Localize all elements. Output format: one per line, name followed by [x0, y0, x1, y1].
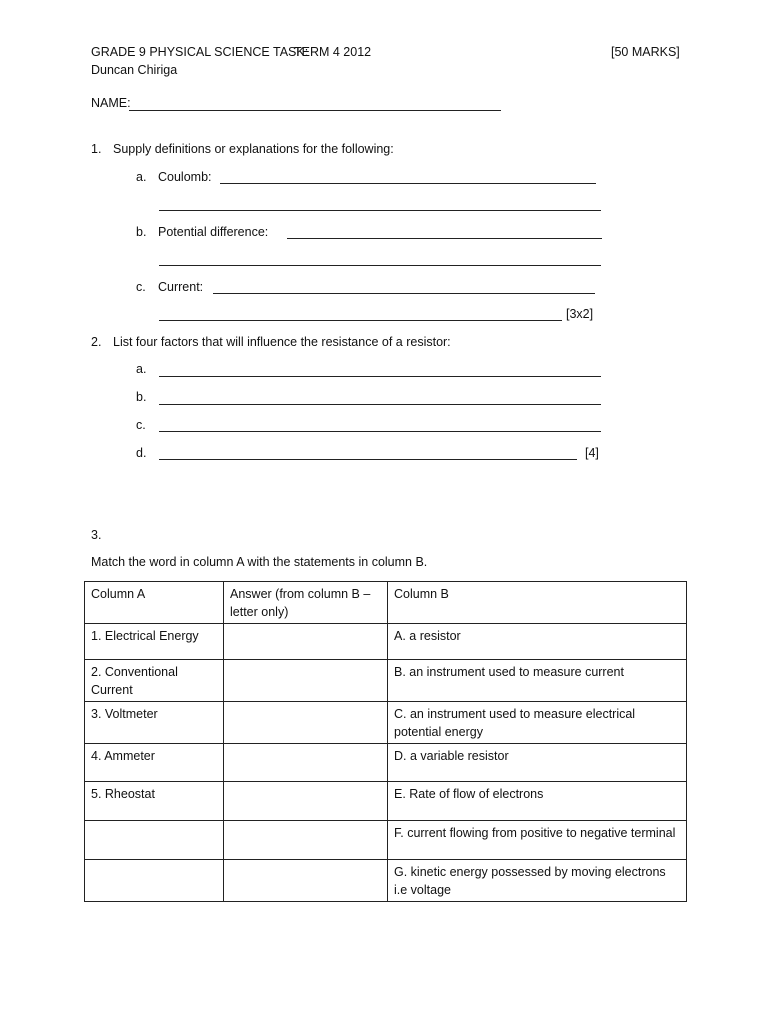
q2-letter-d: d.	[136, 446, 147, 460]
column-a-cell: 2. Conventional Current	[85, 660, 224, 702]
q2-letter-a: a.	[136, 362, 147, 376]
column-a-cell: 1. Electrical Energy	[85, 624, 224, 660]
q1-letter-c: c.	[136, 280, 146, 294]
q1b-answer-line-2[interactable]	[159, 265, 601, 266]
table-row	[85, 744, 687, 782]
answer-cell[interactable]	[224, 702, 388, 744]
q1-label-current: Current:	[158, 280, 204, 294]
q1c-answer-line-1[interactable]	[213, 293, 595, 294]
q1b-answer-line-1[interactable]	[287, 238, 602, 239]
q1c-answer-line-2[interactable]	[159, 320, 562, 321]
task-title: GRADE 9 PHYSICAL SCIENCE TASK:	[91, 45, 309, 59]
q1-letter-b: b.	[136, 225, 147, 239]
column-a-cell	[85, 821, 224, 860]
q1-label-potential-difference: Potential difference:	[158, 225, 269, 239]
q1a-answer-line-1[interactable]	[220, 183, 596, 184]
q1-number: 1.	[91, 142, 102, 156]
column-a-cell: 5. Rheostat	[85, 782, 224, 821]
column-b-cell: F. current flowing from positive to negative terminal	[388, 821, 687, 860]
matching-table	[84, 581, 687, 902]
header-answer: Answer (from column B – letter only)	[224, 582, 388, 624]
answer-cell[interactable]	[224, 624, 388, 660]
name-label: NAME:	[91, 96, 131, 110]
table-row	[85, 660, 687, 702]
q1-marks: [3x2]	[566, 307, 594, 321]
q3-number: 3.	[91, 528, 102, 542]
answer-cell[interactable]	[224, 660, 388, 702]
table-row	[85, 782, 687, 821]
term-label: TERM 4 2012	[294, 45, 372, 59]
column-b-cell: B. an instrument used to measure current	[388, 660, 687, 702]
q2c-answer-line[interactable]	[159, 431, 601, 432]
table-row	[85, 821, 687, 860]
column-b-cell: G. kinetic energy possessed by moving electrons i.e voltage	[388, 860, 687, 902]
q2-letter-c: c.	[136, 418, 146, 432]
q2-number: 2.	[91, 335, 102, 349]
column-b-cell: A. a resistor	[388, 624, 687, 660]
q2-marks: [4]	[585, 446, 599, 460]
table-row	[85, 624, 687, 660]
q2-prompt: List four factors that will influence the resistance of a resistor:	[113, 335, 451, 349]
q2b-answer-line[interactable]	[159, 404, 601, 405]
header-column-a: Column A	[85, 582, 224, 624]
header-column-b: Column B	[388, 582, 687, 624]
q3-prompt: Match the word in column A with the statements in column B.	[91, 555, 428, 569]
total-marks: [50 MARKS]	[611, 45, 680, 59]
column-a-cell: 3. Voltmeter	[85, 702, 224, 744]
q2d-answer-line[interactable]	[159, 459, 577, 460]
q2a-answer-line[interactable]	[159, 376, 601, 377]
table-header-row	[85, 582, 687, 624]
column-b-cell: D. a variable resistor	[388, 744, 687, 782]
q1-prompt: Supply definitions or explanations for the following:	[113, 142, 394, 156]
column-b-cell: E. Rate of flow of electrons	[388, 782, 687, 821]
column-a-cell: 4. Ammeter	[85, 744, 224, 782]
answer-cell[interactable]	[224, 744, 388, 782]
answer-cell[interactable]	[224, 821, 388, 860]
answer-cell[interactable]	[224, 782, 388, 821]
author-name: Duncan Chiriga	[91, 63, 178, 77]
column-b-cell: C. an instrument used to measure electrical potential energy	[388, 702, 687, 744]
q1-label-coulomb: Coulomb:	[158, 170, 212, 184]
column-a-cell	[85, 860, 224, 902]
q1-letter-a: a.	[136, 170, 147, 184]
name-answer-line[interactable]	[129, 110, 501, 111]
q2-letter-b: b.	[136, 390, 147, 404]
table-row	[85, 702, 687, 744]
q1a-answer-line-2[interactable]	[159, 210, 601, 211]
answer-cell[interactable]	[224, 860, 388, 902]
table-row	[85, 860, 687, 902]
